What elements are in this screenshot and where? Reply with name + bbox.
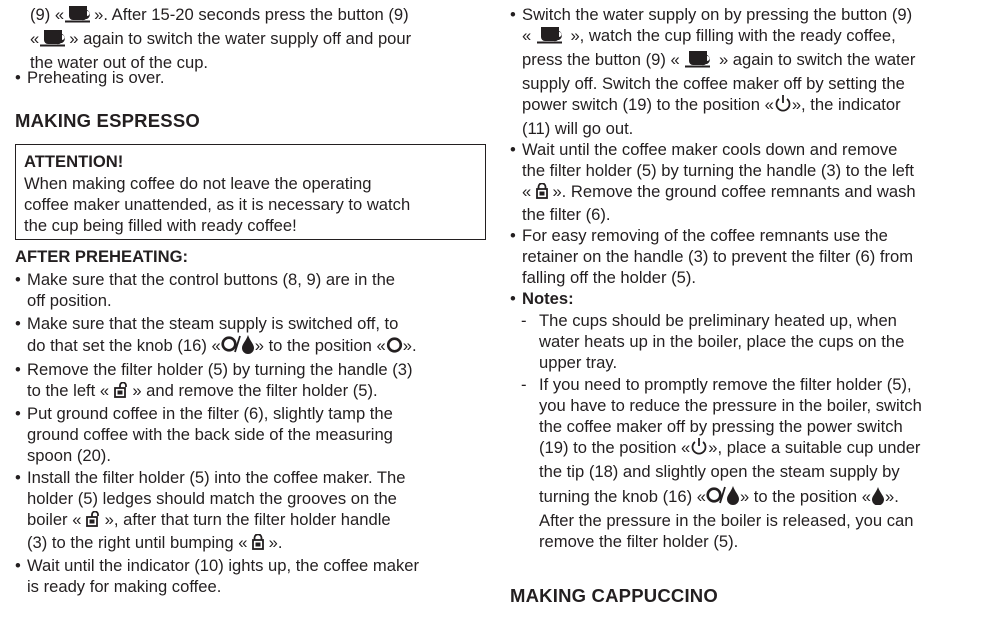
steam-off-drop-icon xyxy=(221,334,255,359)
notes-item xyxy=(510,288,984,552)
power-icon xyxy=(690,437,708,461)
drop-icon xyxy=(871,486,885,510)
section-title-cappuccino: MAKING CAPPUCCINO xyxy=(510,585,718,606)
attention-box xyxy=(15,144,486,240)
power-icon xyxy=(774,94,792,118)
section-title-espresso: MAKING ESPRESSO xyxy=(15,110,200,131)
list-item: • Put ground coffee in the filter (6), slightly tamp the ground coffee with the back side of the measuring spoon (20). xyxy=(15,403,489,466)
note-item: - If you need to promptly remove the filter holder (5), you have to reduce the pressure in the boiler, switch the coffee maker off by pressing the power switch (19) to the position « », place a suitable cup under the tip (18) and slightly open the steam supply by turning the knob (16) « » to the position « ». After the pressure in the boiler is released, you can remove the filter holder (5). xyxy=(521,374,984,552)
espresso-steps-list xyxy=(510,4,984,552)
cup-icon xyxy=(684,50,714,73)
list-item: • Switch the water supply on by pressing the button (9) « », watch the cup filling with the ready coffee, press the button (9) « » again to switch the water supply off. Switch the coffee maker off by setting the power switch (19) to the position « », the indicator (11) will go out. xyxy=(510,4,984,139)
intro-line-2: « » again to switch the water supply off and pour xyxy=(30,28,490,52)
note-item: - The cups should be preliminary heated up, when water heats up in the boiler, place the cups on the upper tray. xyxy=(521,310,984,373)
preheating-over: • Preheating is over. xyxy=(15,67,485,88)
list-item: • Wait until the indicator (10) ights up, the coffee maker is ready for making coffee. xyxy=(15,555,489,597)
cup-icon xyxy=(64,5,94,28)
notes-label: • Notes: xyxy=(522,289,574,308)
unlock-icon xyxy=(86,511,100,532)
list-item: • Remove the filter holder (5) by turning the handle (3) to the left « » and remove the filter holder (5). xyxy=(15,359,489,403)
after-preheating-list xyxy=(15,269,489,597)
list-item: • Make sure that the steam supply is switched off, to do that set the knob (16) « » to the position « ». xyxy=(15,313,489,359)
intro-line-3: the water out of the cup. xyxy=(30,53,209,72)
attention-line: coffee maker unattended, as it is necessary to watch xyxy=(24,195,411,214)
steam-off-drop-icon xyxy=(706,485,740,510)
intro-line-1: (9) « ». After 15-20 seconds press the button (9) xyxy=(30,4,490,28)
after-preheating-title: AFTER PREHEATING: xyxy=(15,247,189,266)
attention-title: ATTENTION! xyxy=(24,152,124,171)
attention-line: When making coffee do not leave the operating xyxy=(24,174,372,193)
cup-icon xyxy=(536,26,566,49)
unlock-icon xyxy=(114,382,128,403)
list-item: • Install the filter holder (5) into the coffee maker. The holder (5) ledges should match the grooves on the boiler « », after that turn the filter holder handle (3) to the right until bumping « ». xyxy=(15,467,489,555)
attention-line: the cup being filled with ready coffee! xyxy=(24,216,297,235)
cup-icon xyxy=(39,29,69,52)
list-item: • Make sure that the control buttons (8, 9) are in the off position. xyxy=(15,269,489,311)
notes-list xyxy=(521,310,984,552)
lock-icon xyxy=(536,183,548,204)
list-item: • Wait until the coffee maker cools down and remove the filter holder (5) by turning the handle (3) to the left « ». Remove the ground coffee remnants and wash the filter (6). xyxy=(510,139,984,225)
steam-off-icon xyxy=(386,336,403,359)
lock-icon xyxy=(252,534,264,555)
list-item: • For easy removing of the coffee remnants use the retainer on the handle (3) to prevent the filter (6) from falling off the holder (5). xyxy=(510,225,984,288)
